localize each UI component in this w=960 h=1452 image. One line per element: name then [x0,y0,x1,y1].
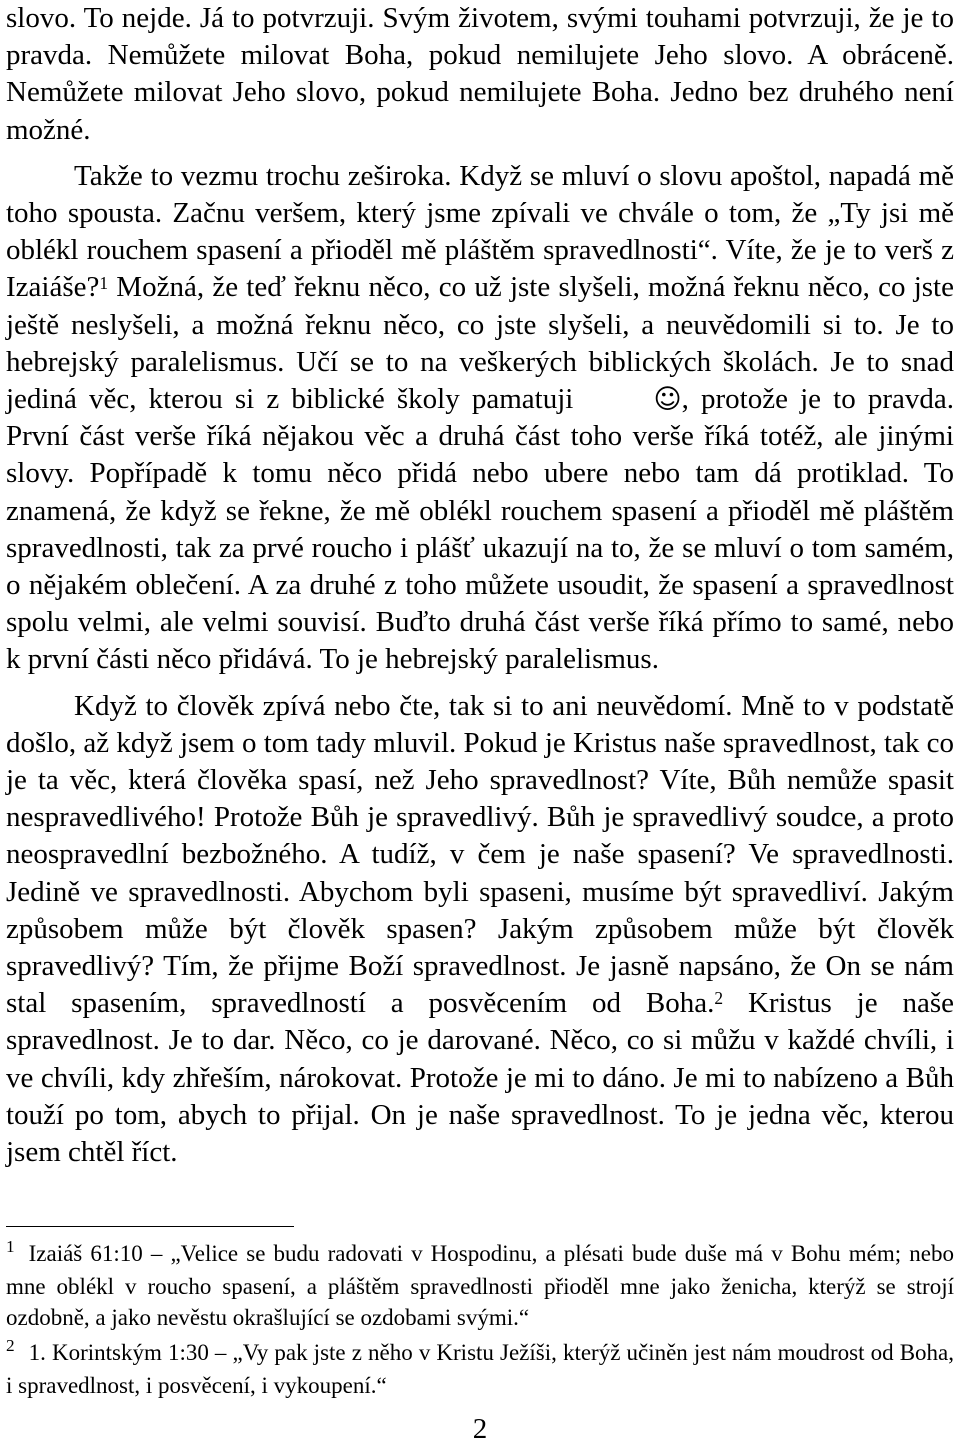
footnote-reference: 2 [714,988,724,1009]
smiley-icon: ☺ [653,384,682,416]
paragraph [6,0,954,149]
text-run: Možná, že teď řeknu něco, co už jste slyšeli, možná řeknu něco, co jste ještě neslyšeli, a možná řeknu něco, co jste slyšeli, a neuvědomili si to. Je to hebrejský paralelismus. Učí se to na veškerých biblických školách. Je to snad jediná věc, kterou si z biblické školy pamatuji [6,271,954,416]
text-run: Takže to vezmu trochu zeširoka. Když se mluví o slovu apoštol, napadá mě toho spousta. Začnu veršem, který jsme zpívali ve chvále o tom, že „Ty jsi mě oblékl rouchem spasení a přioděl mě pláštěm spravedlnosti“. Víte, že je to verš z Izaiáše? [6,159,954,304]
main-text [6,0,954,1171]
page-number: 2 [472,1413,488,1445]
text-run: , protože je to pravda. První část verše říká nějakou věc a druhá část toho verše říká totéž, ale jinými slovy. Popřípadě k tomu něco přidá nebo ubere nebo tam dá protiklad. To znamená, že když se řekne, že mě oblékl rouchem spasení a přioděl mě pláštěm spravedlnosti, tak za prvé roucho i plášť ukazují na to, že se mluví o tom samém, o nějakém oblečení. A za druhé z toho můžete usoudit, že spasení a spravedlnost spolu velmi, ale velmi souvisí. Buďto druhá část verše říká přímo to samé, nebo k první části něco přidává. To je hebrejský paralelismus. [6,383,954,676]
footnote-separator [6,1226,294,1227]
paragraph [6,158,954,679]
footnote-reference: 1 [99,272,109,293]
paragraph [6,688,954,1172]
footnote-mark: 2 [6,1336,15,1356]
footnote [6,1337,954,1401]
text-run: slovo. To nejde. Já to potvrzuji. Svým životem, svými touhami potvrzuji, že je to pravda. Nemůžete milovat Boha, pokud nemilujete Jeho slovo. A obráceně. Nemůžete milovat Jeho slovo, pokud nemilujete Boha. Jedno bez druhého není možné. [6,2,954,146]
footnote [6,1238,954,1333]
footnotes [6,1238,954,1401]
footnote-text: Izaiáš 61:10 – „Velice se budu radovati v Hospodinu, a plésati bude duše má v Bohu mém; nebo mne oblékl v roucho spasení, a pláštěm spravedlnosti přioděl mne jako ženicha, kterýž se strojí ozdobně, a jako nevěstu okrašlující se ozdobami svými.“ [6,1241,954,1330]
footnote-text: 1. Korintským 1:30 – „Vy pak jste z něho v Kristu Ježíši, kterýž učiněn jest nám moudrost od Boha, i spravedlnost, i posvěcení, i vykoupení.“ [6,1340,954,1398]
text-run: Kristus je naše spravedlnost. Je to dar. Něco, co je darované. Něco, co si můžu v každé chvíli, i ve chvíli, kdy zhřeším, nárokovat. Protože je mi to dáno. Je mi to nabízeno a Bůh touží po tom, abych to přijal. On je naše spravedlnost. To je jedna věc, kterou jsem chtěl říct. [6,987,954,1169]
text-run: Když to člověk zpívá nebo čte, tak si to ani neuvědomí. Mně to v podstatě došlo, až když jsem o tom tady mluvil. Pokud je Kristus naše spravedlnost, tak co je ta věc, která člověka spasí, než Jeho spravedlnost? Víte, Bůh nemůže spasit nespravedlivého! Protože Bůh je spravedlivý. Bůh je spravedlivý soudce, a proto neospravedlní bezbožného. A tudíž, v čem je naše spasení? Ve spravedlnosti. Jedině ve spravedlnosti. Abychom byli spaseni, musíme být spravedliví. Jakým způsobem může být člověk spasen? Jakým způsobem může být člověk spravedlivý? Tím, že přijme Boží spravedlnost. Je jasně napsáno, že On se nám stal spasením, spravedlností a posvěcením od Boha. [6,689,955,1020]
footnote-mark: 1 [6,1237,15,1257]
